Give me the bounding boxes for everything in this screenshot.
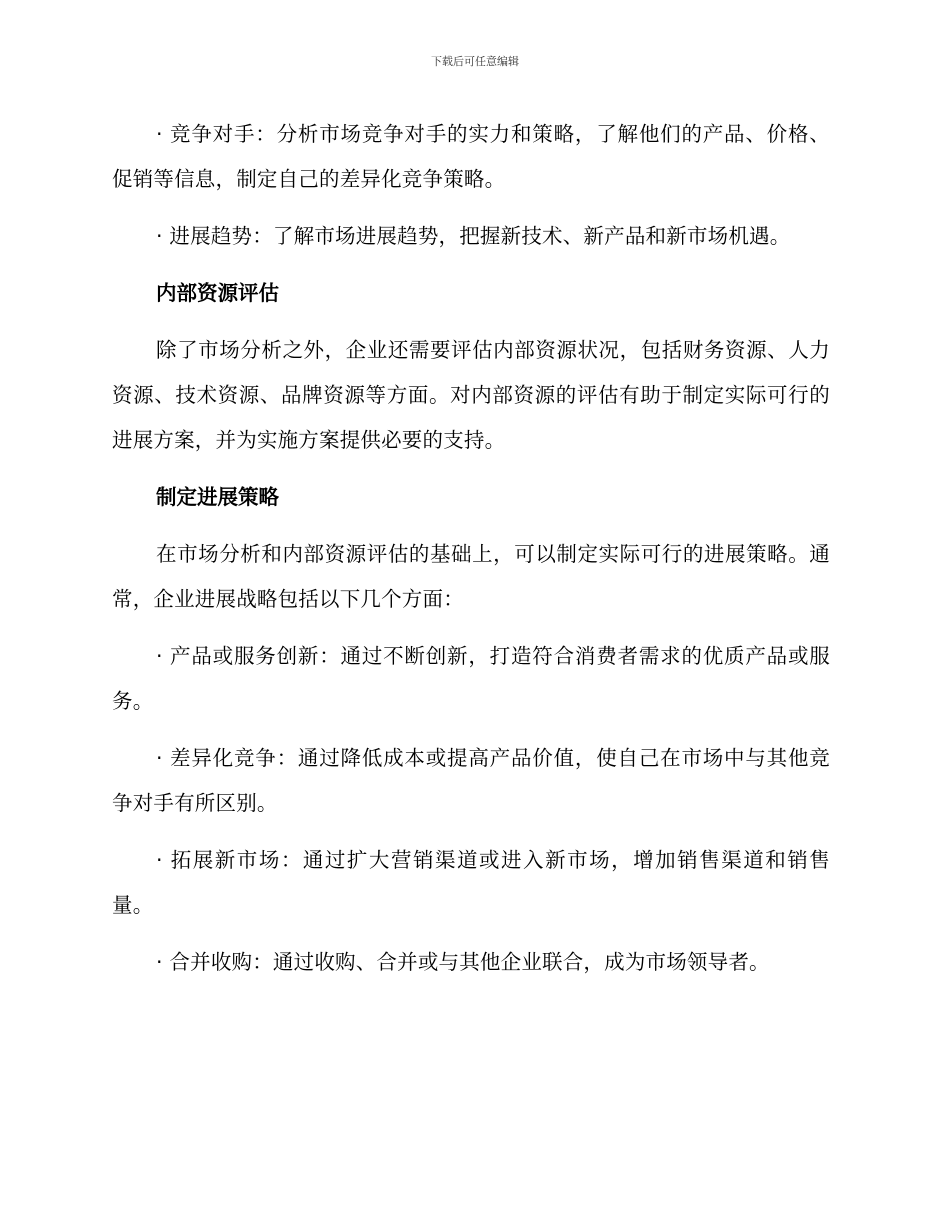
bullet-new-markets: · 拓展新市场：通过扩大营销渠道或进入新市场，增加销售渠道和销售量。 (112, 848, 830, 917)
section-heading-internal-resources: 内部资源评估 (156, 281, 279, 305)
section-heading-strategy: 制定进展策略 (156, 485, 279, 509)
bullet-trends: · 进展趋势：了解市场进展趋势，把握新技术、新产品和新市场机遇。 (156, 224, 791, 248)
bullet-mergers: · 合并收购：通过收购、合并或与其他企业联合，成为市场领导者。 (156, 950, 770, 974)
page-header: 下载后可任意编辑 (431, 55, 519, 68)
paragraph-internal-resources: 除了市场分析之外，企业还需要评估内部资源状况，包括财务资源、人力资源、技术资源、品牌资源等方面。对内部资源的评估有助于制定实际可行的进展方案，并为实施方案提供必要的支持。 (112, 338, 830, 452)
paragraph-strategy-intro: 在市场分析和内部资源评估的基础上，可以制定实际可行的进展策略。通常，企业进展战略包括以下几个方面： (112, 542, 830, 611)
document-body (112, 112, 830, 985)
bullet-innovation: · 产品或服务创新：通过不断创新，打造符合消费者需求的优质产品或服务。 (112, 644, 830, 713)
bullet-competitors: · 竞争对手：分析市场竞争对手的实力和策略，了解他们的产品、价格、促销等信息，制定自己的差异化竞争策略。 (112, 122, 830, 191)
bullet-differentiation: · 差异化竞争：通过降低成本或提高产品价值，使自己在市场中与其他竞争对手有所区别。 (112, 746, 830, 815)
